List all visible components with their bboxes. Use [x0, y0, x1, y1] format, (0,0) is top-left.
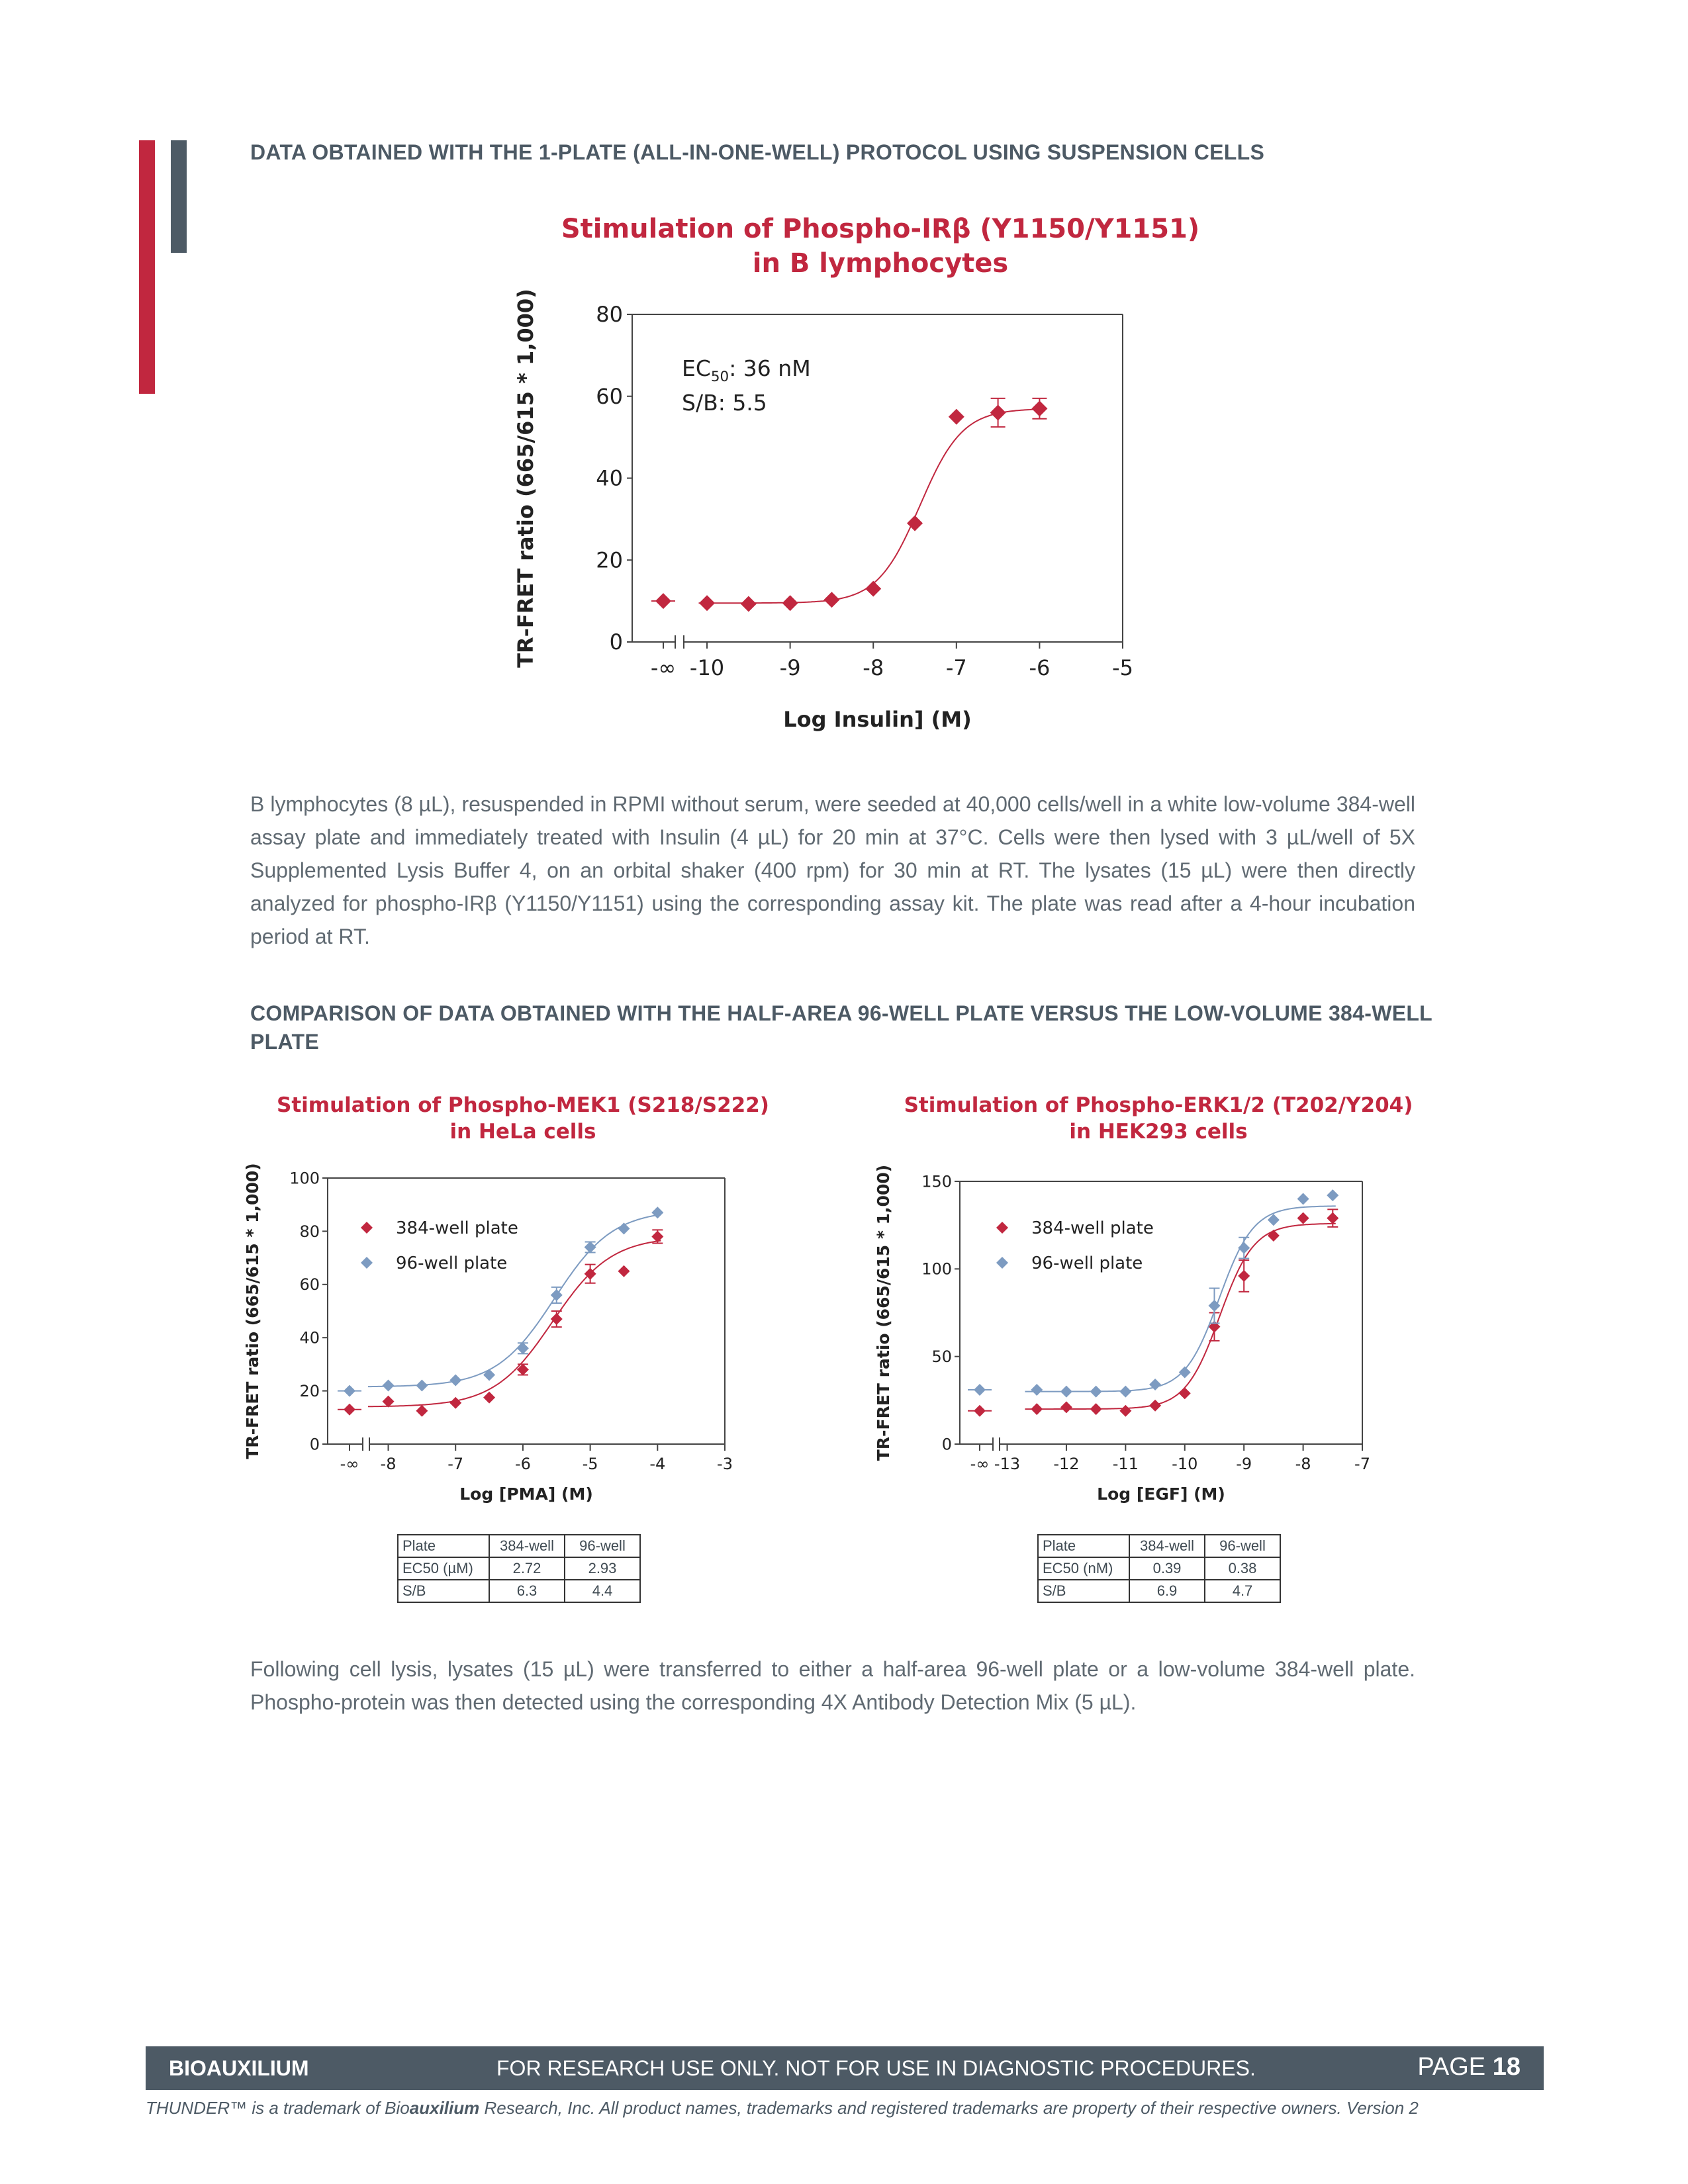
- table-cell: S/B: [1038, 1580, 1129, 1602]
- chart-1-x-tick-label: -8: [863, 655, 884, 680]
- chart-2-legend-label-1: 384-well plate: [396, 1218, 518, 1238]
- chart-2-data-point: [344, 1385, 355, 1397]
- chart-2-data-point: [618, 1265, 630, 1277]
- chart-1-data-point: [655, 593, 671, 609]
- table-cell: 384-well: [1129, 1535, 1205, 1557]
- chart-2-x-tick-label: -7: [447, 1455, 464, 1473]
- trademark-post: Research, Inc. All product names, trademarks and registered trademarks are property of their respective owners. Version 2: [479, 2098, 1419, 2118]
- mek1-stats-table: [397, 1534, 641, 1603]
- section-heading-2: COMPARISON OF DATA OBTAINED WITH THE HALF-AREA 96-WELL PLATE VERSUS THE LOW-VOLUME 384-WELL PLATE: [250, 1001, 1432, 1054]
- chart-3-x-axis-label: Log [EGF] (M): [1097, 1484, 1225, 1504]
- chart-3-x-tick-label: -7: [1354, 1455, 1370, 1473]
- table-cell: Plate: [1038, 1535, 1129, 1557]
- table-cell: 4.4: [565, 1580, 640, 1602]
- chart-3-data-point: [974, 1384, 986, 1396]
- chart-3-data-point: [1327, 1212, 1338, 1224]
- table-row: [398, 1535, 640, 1557]
- chart-3-title-line-2: in HEK293 cells: [1069, 1120, 1248, 1144]
- chart-3-x-tick-label: -10: [1172, 1455, 1198, 1473]
- table-cell: 384-well: [489, 1535, 565, 1557]
- chart-1-x-tick-label: -∞: [650, 655, 677, 680]
- trademark-notice: [146, 2098, 1544, 2118]
- description-paragraph-2: Following cell lysis, lysates (15 µL) were transferred to either a half-area 96-well plate or a low-volume 384-well plate. Phospho-protein was then detected using the corresponding 4X Antibody Detection Mix (5 µL).: [250, 1657, 1415, 1714]
- chart-1-sb-annotation: S/B: 5.5: [682, 390, 767, 416]
- ec50-label: EC: [682, 355, 711, 381]
- table-row: [1038, 1535, 1280, 1557]
- chart-2-y-tick-label: 20: [299, 1382, 320, 1400]
- chart-1-data-point: [823, 592, 839, 608]
- chart-2-y-axis-label: TR-FRET ratio (665/615 * 1,000): [243, 1163, 262, 1459]
- chart-1-x-tick-label: -10: [689, 655, 725, 680]
- chart-1-ec50-annotation: [682, 355, 811, 385]
- table-cell: EC50 (µM): [398, 1557, 489, 1580]
- chart-3-data-point: [1031, 1384, 1043, 1396]
- chart-2-fit-curve-2: [368, 1214, 661, 1387]
- chart-3-y-tick-label: 0: [941, 1435, 952, 1454]
- footer-notice: FOR RESEARCH USE ONLY. NOT FOR USE IN DIAGNOSTIC PROCEDURES.: [496, 2056, 1256, 2080]
- chart-3-data-point: [1119, 1405, 1131, 1417]
- table-cell: 2.72: [489, 1557, 565, 1580]
- page-indicator: [1417, 2053, 1521, 2081]
- chart-1-y-tick-label: 0: [609, 629, 623, 655]
- chart-3-data-point: [1327, 1189, 1338, 1201]
- chart-2-legend-marker-2: [361, 1257, 373, 1269]
- chart-3-legend-label-1: 384-well plate: [1031, 1218, 1154, 1238]
- trademark-bold: auxilium: [409, 2098, 480, 2118]
- section-heading-1: DATA OBTAINED WITH THE 1-PLATE (ALL-IN-ONE-WELL) PROTOCOL USING SUSPENSION CELLS: [250, 140, 1265, 164]
- table-cell: 0.39: [1129, 1557, 1205, 1580]
- chart-3-x-tick-label: -11: [1112, 1455, 1139, 1473]
- chart-3-data-point: [1179, 1366, 1191, 1378]
- chart-2-x-tick-label: -6: [514, 1455, 531, 1473]
- erk-stats-table: [1037, 1534, 1281, 1603]
- chart-2-title-line-2: in HeLa cells: [449, 1120, 596, 1144]
- chart-3-fit-curve-1: [1025, 1224, 1335, 1409]
- trademark-pre: THUNDER™ is a trademark of Bio: [146, 2098, 410, 2118]
- table-cell: 96-well: [565, 1535, 640, 1557]
- table-row: [398, 1580, 640, 1602]
- chart-2-y-tick-label: 60: [299, 1275, 320, 1295]
- chart-1-title-line-1: Stimulation of Phospho-IRβ (Y1150/Y1151): [561, 214, 1200, 244]
- chart-2-x-tick-label: -8: [380, 1455, 397, 1473]
- table-row: [398, 1557, 640, 1580]
- chart-2-title-line-1: Stimulation of Phospho-MEK1 (S218/S222): [277, 1093, 769, 1117]
- chart-2-data-point: [483, 1392, 495, 1404]
- table-cell: 0.38: [1205, 1557, 1280, 1580]
- chart-3-legend-label-2: 96-well plate: [1031, 1253, 1143, 1273]
- chart-2-x-tick-label: -∞: [340, 1455, 359, 1473]
- chart-1-data-point: [699, 595, 715, 611]
- chart-3-data-point: [1268, 1230, 1280, 1242]
- chart-2-data-point: [517, 1342, 529, 1354]
- chart-1-x-tick-label: -7: [945, 655, 967, 680]
- chart-2-data-point: [449, 1375, 461, 1387]
- ec50-value: : 36 nM: [729, 355, 811, 381]
- chart-3-data-point: [1149, 1400, 1161, 1412]
- chart-2-data-point: [651, 1206, 663, 1218]
- footer-brand: BIOAUXILIUM: [169, 2056, 309, 2080]
- chart-3-x-tick-label: -∞: [970, 1455, 990, 1473]
- chart-3-title-line-1: Stimulation of Phospho-ERK1/2 (T202/Y204): [904, 1093, 1413, 1117]
- chart-1-x-axis-label: Log Insulin] (M): [783, 707, 972, 732]
- chart-2-data-point: [585, 1242, 596, 1253]
- chart-3-x-tick-label: -12: [1053, 1455, 1080, 1473]
- chart-2-data-point: [449, 1397, 461, 1409]
- table-row: [1038, 1557, 1280, 1580]
- chart-2-data-point: [551, 1289, 563, 1301]
- chart-2-y-tick-label: 40: [299, 1328, 320, 1347]
- chart-3-data-point: [1060, 1401, 1072, 1413]
- chart-3-data-point: [1090, 1386, 1102, 1398]
- page-label: PAGE: [1417, 2053, 1486, 2081]
- chart-1-data-point: [949, 409, 964, 425]
- chart-1-y-tick-label: 60: [596, 383, 623, 409]
- chart-1-data-point: [1031, 400, 1047, 416]
- chart-3-data-point: [1031, 1403, 1043, 1415]
- chart-2-data-point: [551, 1313, 563, 1325]
- chart-2-x-tick-label: -5: [582, 1455, 598, 1473]
- chart-3-legend-marker-2: [996, 1257, 1008, 1269]
- chart-2-title: [218, 1092, 827, 1146]
- footer-bar: [146, 2046, 1544, 2090]
- chart-3-data-point: [974, 1405, 986, 1417]
- chart-1-data-point: [865, 581, 881, 597]
- chart-1-data-point: [741, 596, 757, 612]
- table-cell: Plate: [398, 1535, 489, 1557]
- chart-2-y-tick-label: 80: [299, 1222, 320, 1241]
- chart-2-x-tick-label: -4: [649, 1455, 666, 1473]
- chart-1-y-axis-label: TR-FRET ratio (665/615 * 1,000): [513, 289, 538, 668]
- chart-1-fit-curve-1: [699, 409, 1044, 603]
- table-cell: 6.3: [489, 1580, 565, 1602]
- chart-3-y-tick-label: 50: [931, 1347, 952, 1367]
- chart-1-y-tick-label: 80: [596, 302, 623, 328]
- chart-1-x-tick-label: -9: [779, 655, 801, 680]
- chart-3-y-axis-label: TR-FRET ratio (665/615 * 1,000): [874, 1164, 893, 1461]
- chart-2-data-point: [416, 1405, 428, 1417]
- chart-3-data-point: [1238, 1270, 1250, 1282]
- chart-3-y-tick-label: 150: [921, 1172, 952, 1191]
- table-cell: S/B: [398, 1580, 489, 1602]
- chart-2-data-point: [416, 1380, 428, 1392]
- chart-2-data-point: [344, 1404, 355, 1416]
- table-cell: 6.9: [1129, 1580, 1205, 1602]
- chart-2-data-point: [383, 1380, 395, 1392]
- chart-3-data-point: [1060, 1386, 1072, 1398]
- chart-2-x-tick-label: -3: [717, 1455, 733, 1473]
- table-cell: 2.93: [565, 1557, 640, 1580]
- chart-1-x-tick-label: -5: [1112, 655, 1133, 680]
- chart-2-y-tick-label: 100: [289, 1169, 320, 1188]
- table-cell: 4.7: [1205, 1580, 1280, 1602]
- chart-3-x-tick-label: -9: [1236, 1455, 1252, 1473]
- chart-1-data-point: [782, 595, 798, 611]
- chart-3-data-point: [1090, 1403, 1102, 1415]
- chart-2-data-point: [651, 1230, 663, 1242]
- chart-3-x-tick-label: -8: [1295, 1455, 1311, 1473]
- chart-3-x-tick-label: -13: [994, 1455, 1021, 1473]
- chart-1-y-tick-label: 40: [596, 465, 623, 491]
- chart-1-y-tick-label: 20: [596, 547, 623, 573]
- table-cell: 96-well: [1205, 1535, 1280, 1557]
- table-row: [1038, 1580, 1280, 1602]
- description-paragraph-1: B lymphocytes (8 µL), resuspended in RPMI without serum, were seeded at 40,000 cells/well in a white low-volume 384-well assay plate and immediately treated with Insulin (4 µL) for 20 min at 37°C. Cells were then lysed with 3 µL/well of 5X Supplemented Lysis Buffer 4, on an orbital shaker (400 rpm) for 30 min at RT. The lysates (15 µL) were then directly analyzed for phospho-IRβ (Y1150/Y1151) using the corresponding assay kit. The plate was read after a 4-hour incubation period at RT.: [250, 792, 1415, 948]
- chart-1-title-line-2: in B lymphocytes: [752, 248, 1009, 279]
- chart-2-x-axis-label: Log [PMA] (M): [459, 1484, 593, 1504]
- chart-2-data-point: [618, 1222, 630, 1234]
- chart-1-data-point: [990, 405, 1006, 421]
- chart-1-x-tick-label: -6: [1029, 655, 1051, 680]
- chart-3-title: [854, 1092, 1463, 1146]
- chart-3-data-point: [1179, 1387, 1191, 1399]
- chart-3-data-point: [1297, 1193, 1309, 1205]
- chart-3-legend-marker-1: [996, 1222, 1008, 1234]
- ec50-subscript: 50: [710, 369, 729, 385]
- chart-2-y-tick-label: 0: [309, 1435, 320, 1454]
- chart-3-data-point: [1297, 1212, 1309, 1224]
- chart-2-legend-marker-1: [361, 1222, 373, 1234]
- table-cell: EC50 (nM): [1038, 1557, 1129, 1580]
- page-number: 18: [1492, 2053, 1521, 2081]
- chart-2-data-point: [483, 1369, 495, 1381]
- chart-2-legend-label-2: 96-well plate: [396, 1253, 508, 1273]
- chart-3-y-tick-label: 100: [921, 1259, 952, 1279]
- chart-3-data-point: [1119, 1386, 1131, 1398]
